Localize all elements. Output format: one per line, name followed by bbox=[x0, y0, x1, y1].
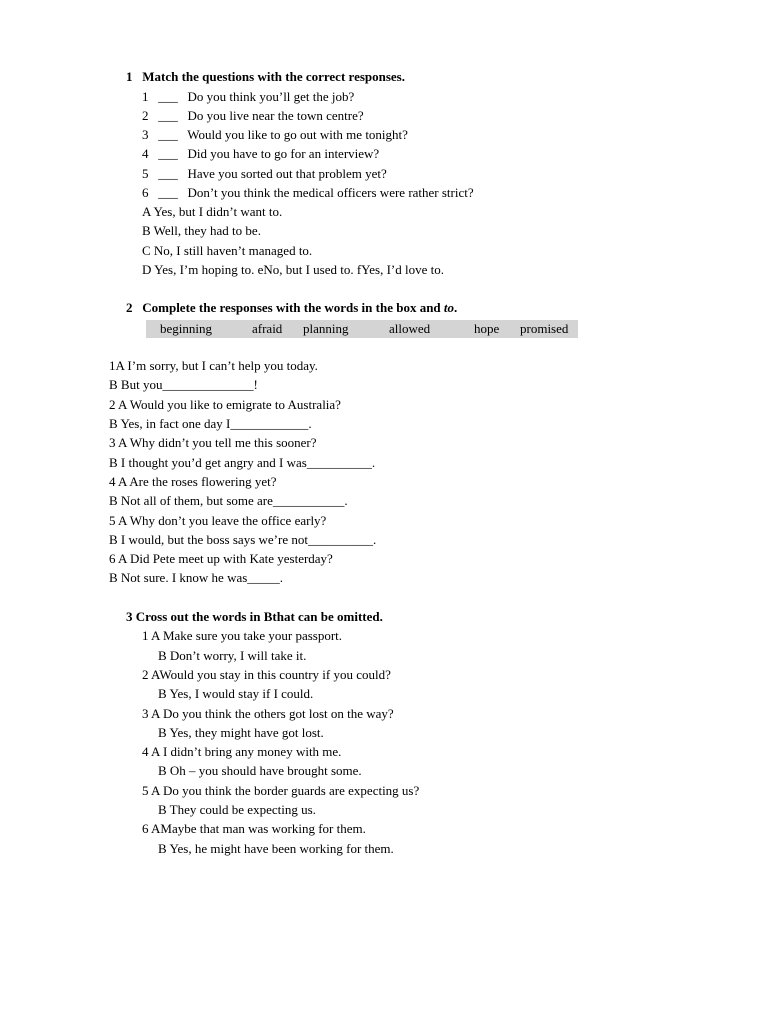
exercise-3-line: B Don’t worry, I will take it. bbox=[158, 648, 307, 663]
exercise-2-line: B Not all of them, but some are___________. bbox=[109, 493, 348, 508]
exercise-2-line: 6 A Did Pete meet up with Kate yesterday? bbox=[109, 551, 333, 566]
exercise-3-line: 3 A Do you think the others got lost on the way? bbox=[142, 706, 394, 721]
word-box bbox=[146, 320, 578, 338]
exercise-1-question: 1 ___ Do you think you’ll get the job? bbox=[142, 89, 355, 104]
exercise-1-response: C No, I still haven’t managed to. bbox=[142, 243, 313, 258]
exercise-1-question: 2 ___ Do you live near the town centre? bbox=[142, 108, 364, 123]
exercise-3-line: 2 AWould you stay in this country if you could? bbox=[142, 667, 391, 682]
exercise-3-line: B Yes, they might have got lost. bbox=[158, 725, 324, 740]
exercise-1-response: B Well, they had to be. bbox=[142, 223, 261, 238]
word-box-word: planning bbox=[303, 321, 349, 336]
exercise-3-line: 5 A Do you think the border guards are expecting us? bbox=[142, 783, 420, 798]
exercise-2-line: B I would, but the boss says we’re not__________. bbox=[109, 532, 377, 547]
exercise-2-line: B But you______________! bbox=[109, 377, 258, 392]
word-box-word: beginning bbox=[160, 321, 212, 336]
exercise-2-line: B Yes, in fact one day I____________. bbox=[109, 416, 312, 431]
word-box-word: hope bbox=[474, 321, 500, 336]
exercise-1-response: D Yes, I’m hoping to. eNo, but I used to. fYes, I’d love to. bbox=[142, 262, 445, 277]
exercise-1-question: 5 ___ Have you sorted out that problem yet? bbox=[142, 166, 387, 181]
exercise-3-line: B Yes, I would stay if I could. bbox=[158, 686, 314, 701]
word-box-word: afraid bbox=[252, 321, 283, 336]
exercise-1-question: 3 ___ Would you like to go out with me tonight? bbox=[142, 127, 408, 142]
exercise-3-line: B Oh – you should have brought some. bbox=[158, 763, 362, 778]
exercise-1-response: A Yes, but I didn’t want to. bbox=[142, 204, 283, 219]
exercise-2-line: B I thought you’d get angry and I was__________. bbox=[109, 455, 376, 470]
word-box-word: allowed bbox=[389, 321, 431, 336]
exercise-2-line: 3 A Why didn’t you tell me this sooner? bbox=[109, 435, 317, 450]
exercise-2-title-period: . bbox=[454, 300, 458, 315]
word-box-word: promised bbox=[520, 321, 569, 336]
exercise-2-line: B Not sure. I know he was_____. bbox=[109, 570, 284, 585]
exercise-3-line: 1 A Make sure you take your passport. bbox=[142, 628, 343, 643]
exercise-3-line: B Yes, he might have been working for them. bbox=[158, 841, 394, 856]
exercise-2-line: 5 A Why don’t you leave the office early? bbox=[109, 513, 327, 528]
exercise-2-title-emphasis: to bbox=[443, 300, 455, 315]
exercise-1-title: 1 Match the questions with the correct responses. bbox=[126, 69, 405, 84]
exercise-2-title-text: 2 Complete the responses with the words in the box and bbox=[126, 300, 444, 315]
exercise-1-question: 6 ___ Don’t you think the medical officers were rather strict? bbox=[142, 185, 474, 200]
exercise-2-line: 2 A Would you like to emigrate to Australia? bbox=[109, 397, 341, 412]
exercise-1-question: 4 ___ Did you have to go for an interview? bbox=[142, 146, 380, 161]
exercise-2-title bbox=[126, 300, 457, 316]
exercise-3-title: 3 Cross out the words in Bthat can be omitted. bbox=[126, 609, 383, 624]
exercise-2-line: 4 A Are the roses flowering yet? bbox=[109, 474, 277, 489]
exercise-3-line: 6 AMaybe that man was working for them. bbox=[142, 821, 366, 836]
exercise-3-line: 4 A I didn’t bring any money with me. bbox=[142, 744, 342, 759]
exercise-3-line: B They could be expecting us. bbox=[158, 802, 316, 817]
exercise-2-line: 1A I’m sorry, but I can’t help you today. bbox=[109, 358, 318, 373]
